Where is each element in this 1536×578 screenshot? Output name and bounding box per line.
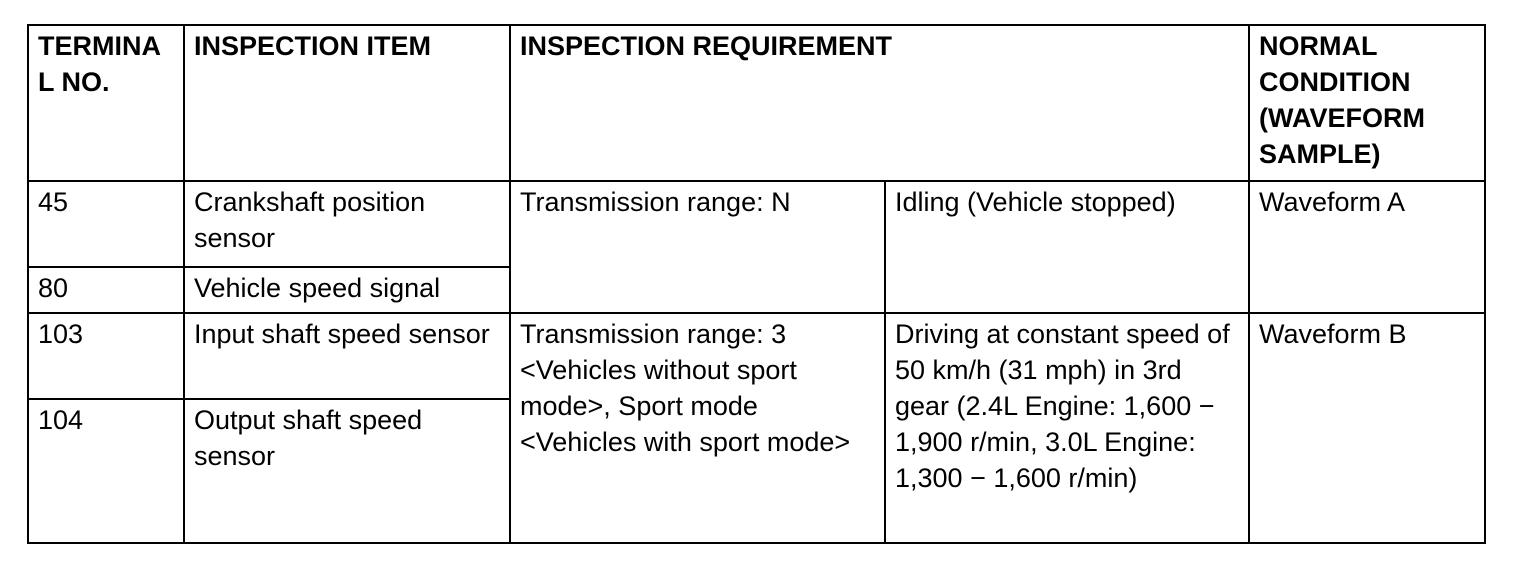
terminal-cell: 45 [28,181,184,267]
transmission-range-cell: Transmission range: 3 <Vehicles without sport mode>, Sport mode <Vehicles with sport mode> [510,313,885,543]
header-inspection-item: INSPECTION ITEM [184,25,510,181]
table-row [28,181,1485,267]
header-terminal-no: TERMINA L NO. [28,25,184,181]
inspection-item-cell: Vehicle speed signal [184,267,510,313]
condition-cell: Idling (Vehicle stopped) [885,181,1249,313]
terminal-cell: 104 [28,399,184,543]
table-header-row [28,25,1485,181]
inspection-item-cell: Input shaft speed sensor [184,313,510,399]
table-row [28,313,1485,399]
inspection-item-cell: Crankshaft position sensor [184,181,510,267]
inspection-item-cell: Output shaft speed sensor [184,399,510,543]
header-normal-condition: NORMAL CONDITION (WAVEFORM SAMPLE) [1249,25,1485,181]
condition-cell: Driving at constant speed of 50 km/h (31 mph) in 3rd gear (2.4L Engine: 1,600 − 1,900 r/min, 3.0L Engine: 1,300 − 1,600 r/min) [885,313,1249,543]
normal-condition-cell: Waveform A [1249,181,1485,313]
inspection-table [27,24,1486,544]
header-inspection-requirement: INSPECTION REQUIREMENT [510,25,1249,181]
terminal-cell: 80 [28,267,184,313]
normal-condition-cell: Waveform B [1249,313,1485,543]
transmission-range-cell: Transmission range: N [510,181,885,313]
terminal-cell: 103 [28,313,184,399]
